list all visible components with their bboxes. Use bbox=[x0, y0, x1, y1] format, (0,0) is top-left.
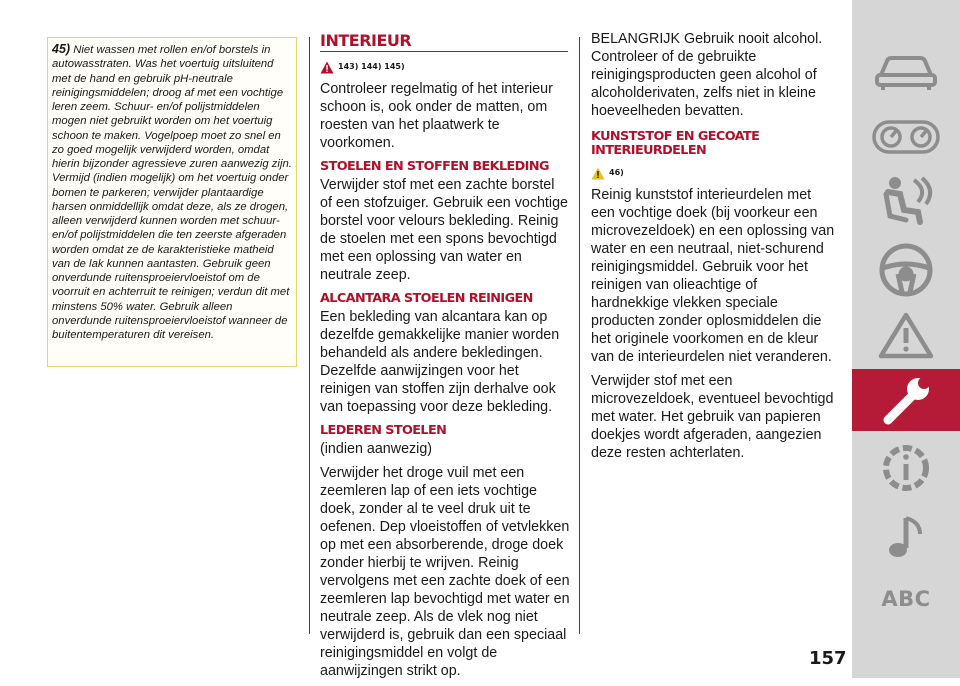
warning-refs-b: 46) bbox=[609, 168, 624, 177]
abc-index-icon: ABC bbox=[881, 587, 931, 611]
section-title-seats-fabric: STOELEN EN STOFFEN BEKLEDING bbox=[320, 159, 549, 174]
sidebar-item-dashboard[interactable] bbox=[852, 115, 960, 159]
warning-refs-a: 143) 144) 145) bbox=[338, 62, 405, 71]
warning-triangle-icon bbox=[878, 311, 934, 359]
sidebar-item-emergency[interactable] bbox=[852, 310, 960, 360]
dashboard-icon bbox=[871, 119, 941, 155]
wrench-icon bbox=[878, 374, 934, 426]
sidebar-item-safety[interactable] bbox=[852, 172, 960, 228]
seat-airbag-icon bbox=[878, 174, 934, 226]
note-text-block bbox=[52, 42, 294, 342]
section-title-leather: LEDEREN STOELEN bbox=[320, 423, 447, 438]
important-note: BELANGRIJK Gebruik nooit alcohol. Controleer of de gebruikte reinigingsproducten geen alcohol of alcoholderivaten, zelfs niet in kleine hoeveelheden bevatten. bbox=[591, 31, 823, 119]
alcantara-text: Een bekleding van alcantara kan op dezelfde gemakkelijke manier worden behandeld als andere bekledingen. Dezelfde aanwijzingen voor het reinigen van stoffen zijn derhalve ook van toepassing voor deze bekleding. bbox=[320, 309, 560, 415]
info-gear-icon bbox=[878, 440, 934, 496]
chapter-sidebar bbox=[852, 0, 960, 678]
plastics-text-2: Verwijder stof met een microvezeldoek, eventueel bevochtigd met water. Het gebruik van papieren doekjes wordt afgeraden, aangezien deze resten achterlaten. bbox=[591, 373, 834, 461]
note-text: Niet wassen met rollen en/of borstels in autowasstraten. Was het voertuig uitsluitend met de hand en gebruik pH-neutrale reinigingsmiddelen; droog af met een vochtige leren zeem. Schuur- en/of polijstmiddelen mogen niet gebruikt worden om het voertuig schoon te maken. Vogelpoep moet zo snel en zo goed mogelijk verwijderd worden, omdat hierin bijzonder agressieve zuren aanwezig zijn. Vermijd (indien mogelijk) om het voertuig onder bomen te parkeren; verwijder plantaardige harsen onmiddellijk omdat deze, als ze drogen, alleen verwijderd kunnen worden met schuur- en/of polijstmiddelen die ten zeerste afgeraden worden omdat ze de karakteristieke matheid van de lak kunnen aantasten. Gebruik geen onverdunde ruitensproeiervloeistof om de voorruit en achterruit te reinigen; verdun dit met minstens 50% water. Gebruik alleen onverdunde ruitensproeiervloeistof wanneer de buitentemperaturen dit vereisen. bbox=[52, 44, 292, 341]
steering-wheel-icon bbox=[878, 242, 934, 298]
leather-availability: (indien aanwezig) bbox=[320, 441, 433, 457]
page-number: 157 bbox=[809, 648, 847, 669]
seats-fabric-text: Verwijder stof met een zachte borstel of een stofzuiger. Gebruik een vochtige borstel voor velours bekleding. Reinig de stoelen met een spons bevochtigd met een oplossing van water en neutrale zeep. bbox=[320, 177, 568, 283]
warning-reference-a bbox=[320, 58, 570, 76]
interior-intro: Controleer regelmatig of het interieur schoon is, ook onder de matten, om roesten van het plaatwerk te voorkomen. bbox=[320, 81, 553, 151]
warning-reference-b bbox=[591, 164, 836, 182]
section-title-plastics: KUNSTSTOF EN GECOATE INTERIEURDELEN bbox=[591, 129, 760, 158]
plastics-text-1: Reinig kunststof interieurdelen met een vochtige doek (bij voorkeur een microvezeldoek) en een oplossing van water en een neutraal, niet-schurend reinigingsmiddel. Gebruik voor het reinigen van olieachtige of hardnekkige vlekken speciale producten zonder oplosmiddelen die het originele voorkomen en de kleur van de interieurdelen niet veranderen. bbox=[591, 187, 835, 365]
sidebar-item-maintenance[interactable] bbox=[852, 372, 960, 428]
column-plastics bbox=[591, 30, 836, 468]
sidebar-item-multimedia[interactable] bbox=[852, 513, 960, 561]
column-divider-right bbox=[579, 37, 580, 634]
warning-triangle-icon bbox=[591, 167, 605, 180]
section-title-interieur: INTERIEUR bbox=[320, 30, 568, 52]
sidebar-item-car[interactable] bbox=[852, 48, 960, 98]
sidebar-item-technical-data[interactable] bbox=[852, 437, 960, 499]
note-number: 45) bbox=[52, 42, 71, 56]
music-note-icon bbox=[884, 514, 928, 560]
car-icon bbox=[873, 53, 939, 93]
column-interior bbox=[320, 30, 570, 686]
sidebar-item-index[interactable] bbox=[852, 585, 960, 613]
section-title-alcantara: ALCANTARA STOELEN REINIGEN bbox=[320, 291, 533, 306]
leather-text: Verwijder het droge vuil met een zeemleren lap of een iets vochtige doek, zonder al te veel druk uit te oefenen. Dep vloeistoffen of vetvlekken op met een absorberende, droge doek zonder hierbij te wrijven. Reinig vervolgens met een zachte doek of een zeemleren lap bevochtigd met water en neutrale zeep. Als de vlek nog niet verwijderd is, gebruik dan een speciaal reinigingsmiddel en volgt de aanwijzingen strikt op. bbox=[320, 465, 570, 679]
warning-triangle-icon bbox=[320, 61, 334, 74]
column-divider-left bbox=[309, 37, 310, 634]
sidebar-item-steering[interactable] bbox=[852, 240, 960, 300]
